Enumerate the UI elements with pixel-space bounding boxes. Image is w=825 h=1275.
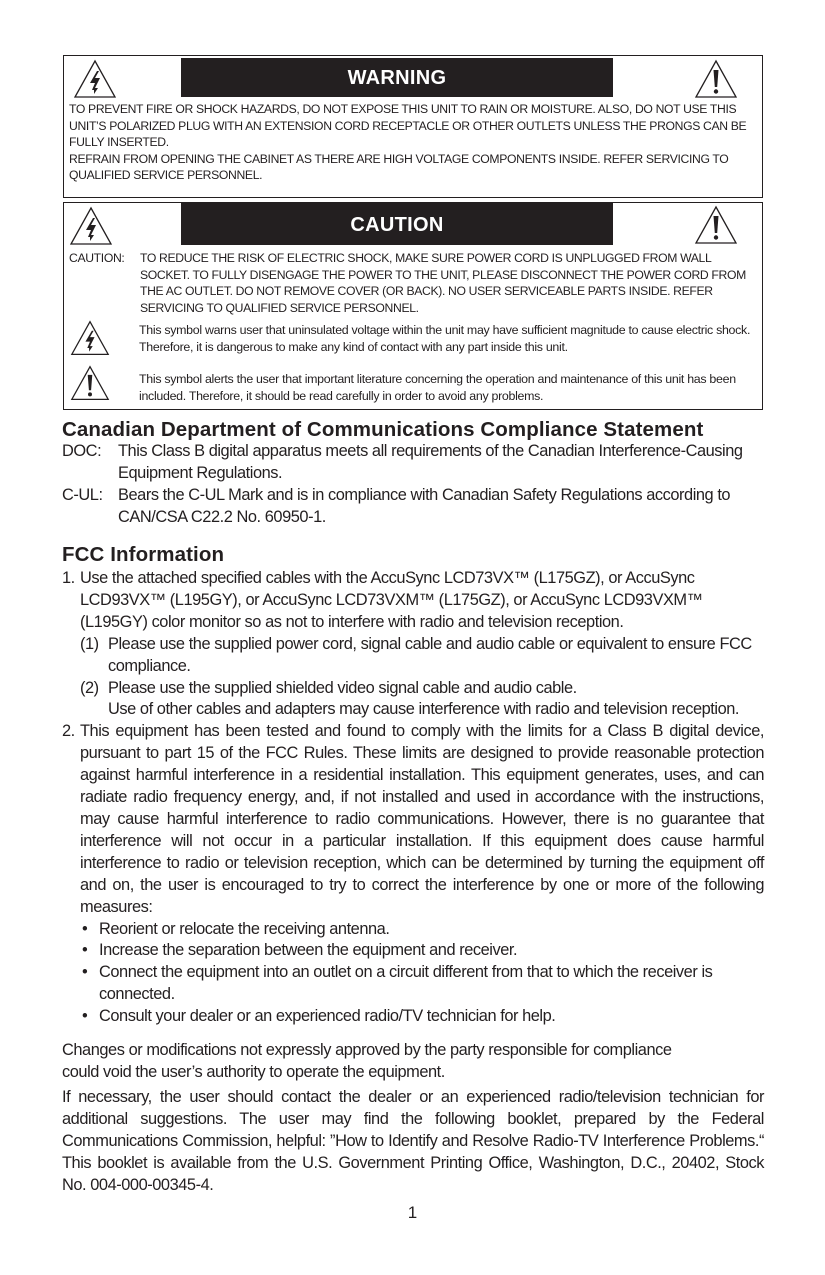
canadian-heading: Canadian Department of Communications Compliance Statement [62,418,704,441]
fcc-subitem-extra: Use of other cables and adapters may cause interference with radio and television reception. [108,700,740,719]
warning-paragraph: TO PREVENT FIRE OR SHOCK HAZARDS, DO NOT EXPOSE THIS UNIT TO RAIN OR MOISTURE. ALSO, DO NOT USE THIS UNIT’S POLARIZED PLUG WITH AN EXTENSION CORD RECEPTACLE OR OTHER OUTLETS UNLESS THE PRONGS CAN BE FULLY INSERTED. [69,102,747,150]
warning-box [63,55,763,198]
caution-title: CAUTION [181,203,613,245]
fcc-heading: FCC Information [62,543,225,566]
doc-statement [62,441,764,485]
fcc-bullet [62,1006,764,1028]
warning-paragraph: REFRAIN FROM OPENING THE CABINET AS THERE ARE HIGH VOLTAGE COMPONENTS INSIDE. REFER SERVICING TO QUALIFIED SERVICE PERSONNEL. [69,151,729,183]
high-voltage-triangle-icon [69,206,113,246]
fcc-bullet-text: Connect the equipment into an outlet on a circuit different from that to which the receiver is connected. [99,963,713,1004]
fcc-item-text: This equipment has been tested and found to comply with the limits for a Class B digital device, pursuant to part 15 of the FCC Rules. These limits are designed to provide reasonable protection against harmful interference in a residential installation. This equipment generates, uses, and can radiate radio frequency energy, and, if not installed and used in accordance with the instructions, may cause harmful interference to radio communications. However, there is no guarantee that interference will not occur in a particular installation. If this equipment does cause harmful interference to radio or television reception, which can be determined by turning the equipment off and on, the user is encouraged to try to correct the interference by one or more of the following measures: [80,722,764,916]
exclamation-triangle-icon [694,59,738,99]
fcc-bullet-text: Consult your dealer or an experienced radio/TV technician for help. [99,1007,556,1026]
fcc-bullet [62,919,764,941]
bullet-dot: • [82,919,88,938]
caution-box [63,202,763,410]
fcc-bullet-text: Increase the separation between the equipment and receiver. [99,941,518,960]
canadian-statements [62,441,764,529]
fcc-subitem-1 [62,634,764,678]
high-voltage-triangle-icon [73,59,117,99]
bullet-dot: • [82,941,88,960]
fcc-item-1 [62,568,764,634]
fcc-subitem-label: (1) [80,634,99,653]
fcc-bullet-text: Reorient or relocate the receiving antenna. [99,919,390,938]
fcc-bullet [62,962,764,1006]
doc-label: DOC: [62,442,102,460]
bullet-dot: • [82,963,88,982]
fcc-subitem-2 [62,678,764,722]
fcc-subitem-label: (2) [80,678,99,697]
cul-statement [62,485,764,529]
fcc-list [62,568,764,1028]
cul-label: C-UL: [62,485,103,504]
fcc-item-number: 1. [62,569,75,587]
alert-symbol-explanation: This symbol alerts the user that important literature concerning the operation and maintenance of this unit has been included. Therefore, it should be read carefully in order to avoid any problems. [139,372,736,403]
warning-text [69,101,756,184]
warning-title: WARNING [181,58,613,97]
fcc-item-2 [62,721,764,918]
fcc-item-number: 2. [62,722,75,741]
fcc-subitem-text: Please use the supplied power cord, signal cable and audio cable or equivalent to ensure FCC compliance. [108,634,752,675]
bullet-dot: • [82,1007,88,1026]
fcc-bullet [62,940,764,962]
exclamation-triangle-icon [70,364,110,402]
voltage-symbol-explanation: This symbol warns user that uninsulated voltage within the unit may have sufficient magnitude to cause electric shock. Therefore, it is dangerous to make any kind of contact with any part inside this unit. [139,323,751,354]
caution-label: CAUTION: [69,251,125,265]
caution-text: TO REDUCE THE RISK OF ELECTRIC SHOCK, MAKE SURE POWER CORD IS UNPLUGGED FROM WALL SOCKET. TO FULLY DISENGAGE THE POWER TO THE UNIT, PLEASE DISCONNECT THE POWER CORD FROM THE AC OUTLET. DO NOT REMOVE COVER (OR BACK). NO USER SERVICEABLE PARTS INSIDE. REFER SERVICING TO QUALIFIED SERVICE PERSONNEL. [140,251,746,315]
exclamation-triangle-icon [694,205,738,245]
page-number: 1 [407,1203,418,1222]
changes-notice: Changes or modifications not expressly approved by the party responsible for compliance could void the user’s authority to operate the equipment. [62,1041,672,1081]
fcc-subitem-text: Please use the supplied shielded video signal cable and audio cable. [108,678,577,697]
booklet-notice: If necessary, the user should contact the dealer or an experienced radio/television technician for additional suggestions. The user may find the following booklet, prepared by the Federal Communications Commission, helpful: ”How to Identify and Resolve Radio-TV Interference Problems.“ This booklet is available from the U.S. Government Printing Office, Washington, D.C., 20402, Stock No. 004-000-00345-4. [62,1088,764,1194]
cul-text: Bears the C-UL Mark and is in compliance with Canadian Safety Regulations according to CAN/CSA C22.2 No. 60950-1. [118,485,731,526]
fcc-item-text: Use the attached specified cables with the AccuSync LCD73VX™ (L175GZ), or AccuSync LCD93VX™ (L195GY), or AccuSync LCD73VXM™ (L175GZ), or AccuSync LCD93VXM™ (L195GY) color monitor so as not to interfere with radio and television reception. [80,569,703,631]
doc-text: This Class B digital apparatus meets all requirements of the Canadian Interference-Causing Equipment Regulations. [118,442,743,482]
high-voltage-triangle-icon [70,319,110,357]
